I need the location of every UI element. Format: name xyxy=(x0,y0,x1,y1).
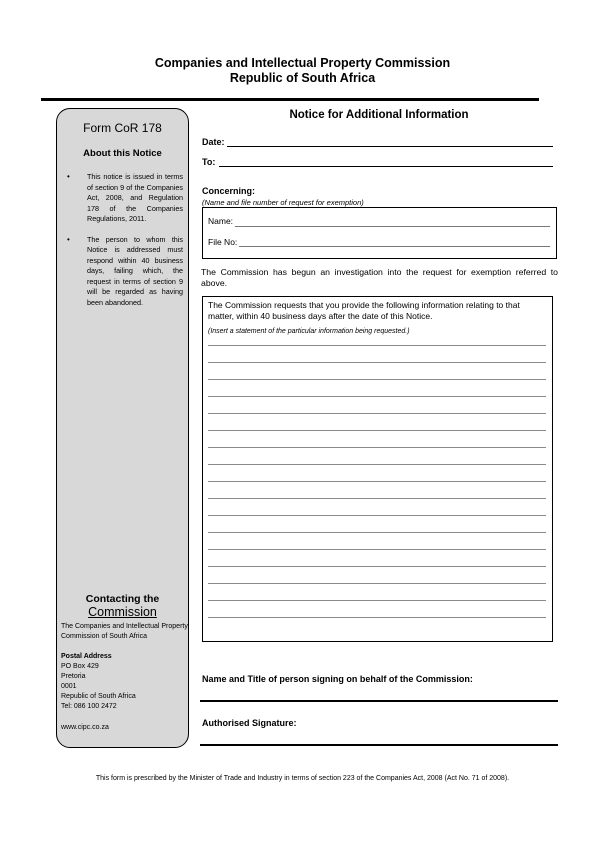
request-line[interactable] xyxy=(208,379,546,380)
request-line[interactable] xyxy=(208,532,546,533)
signer-field[interactable] xyxy=(200,700,558,702)
footer-note: This form is prescribed by the Minister of Trade and Industry in terms of section 223 of the Companies Act, 2008 (Act No. 71 of 2008). xyxy=(95,775,510,782)
website-link[interactable]: www.cipc.co.za xyxy=(61,724,109,731)
request-line[interactable] xyxy=(208,464,546,465)
concerning-label: Concerning: xyxy=(202,186,255,196)
file-no-field[interactable] xyxy=(239,246,550,247)
request-line[interactable] xyxy=(208,566,546,567)
request-line[interactable] xyxy=(208,362,546,363)
bullet-icon: • xyxy=(67,234,70,244)
request-line[interactable] xyxy=(208,447,546,448)
signature-field[interactable] xyxy=(200,744,558,746)
to-label: To: xyxy=(202,157,216,167)
header-country: Republic of South Africa xyxy=(229,71,376,85)
request-line[interactable] xyxy=(208,583,546,584)
signature-label: Authorised Signature: xyxy=(202,718,297,728)
postal-line: Republic of South Africa xyxy=(61,693,136,700)
request-line[interactable] xyxy=(208,396,546,397)
request-line[interactable] xyxy=(208,617,546,618)
request-line[interactable] xyxy=(208,549,546,550)
request-instruction: (Insert a statement of the particular information being requested.) xyxy=(208,328,410,335)
contact-heading-commission: Commission xyxy=(88,605,157,619)
request-line[interactable] xyxy=(208,600,546,601)
date-field[interactable] xyxy=(227,146,553,147)
postal-address xyxy=(61,652,136,712)
concerning-box xyxy=(202,207,557,259)
to-field[interactable] xyxy=(219,166,553,167)
request-line[interactable] xyxy=(208,481,546,482)
date-label: Date: xyxy=(202,137,225,147)
request-line[interactable] xyxy=(208,413,546,414)
request-line[interactable] xyxy=(208,498,546,499)
contact-organisation: The Companies and Intellectual Property Commission of South Africa xyxy=(61,623,188,640)
postal-line: PO Box 429 xyxy=(61,663,99,670)
postal-address-label: Postal Address xyxy=(61,653,112,660)
page-title: Notice for Additional Information xyxy=(289,109,469,121)
form-number: Form CoR 178 xyxy=(83,121,162,135)
concerning-hint: (Name and file number of request for exemption) xyxy=(202,198,364,207)
name-label: Name: xyxy=(208,216,234,226)
file-no-label: File No: xyxy=(208,237,238,247)
postal-line: Pretoria xyxy=(61,673,86,680)
header-divider xyxy=(41,98,539,101)
request-line[interactable] xyxy=(208,345,546,346)
header-commission-name: Companies and Intellectual Property Commission xyxy=(154,56,451,70)
bullet-icon: • xyxy=(67,172,70,181)
investigation-paragraph: The Commission has begun an investigation into the request for exemption referred to above. xyxy=(201,267,558,288)
request-line[interactable] xyxy=(208,515,546,516)
name-field[interactable] xyxy=(235,226,550,227)
request-text: The Commission requests that you provide the following information relating to that matter, within 40 business days after the date of this Notice. xyxy=(208,300,520,321)
contact-heading: Contacting the xyxy=(85,593,160,605)
request-line[interactable] xyxy=(208,430,546,431)
about-heading: About this Notice xyxy=(83,148,162,159)
about-list xyxy=(63,172,183,318)
information-request-box xyxy=(202,296,553,642)
postal-line: 0001 xyxy=(61,683,77,690)
about-list-item: • This notice is issued in terms of section 9 of the Companies Act, 2008, and Regulation 178 of the Companies Regulations, 2011. xyxy=(67,172,183,223)
signer-label: Name and Title of person signing on behalf of the Commission: xyxy=(202,674,473,684)
sidebar-panel xyxy=(56,108,189,748)
about-list-item: • The person to whom this Notice is addressed must respond within 40 business days, failing which, the request in terms of section 9 will be regarded as having been abandoned. xyxy=(67,234,183,307)
postal-line: Tel: 086 100 2472 xyxy=(61,703,117,710)
